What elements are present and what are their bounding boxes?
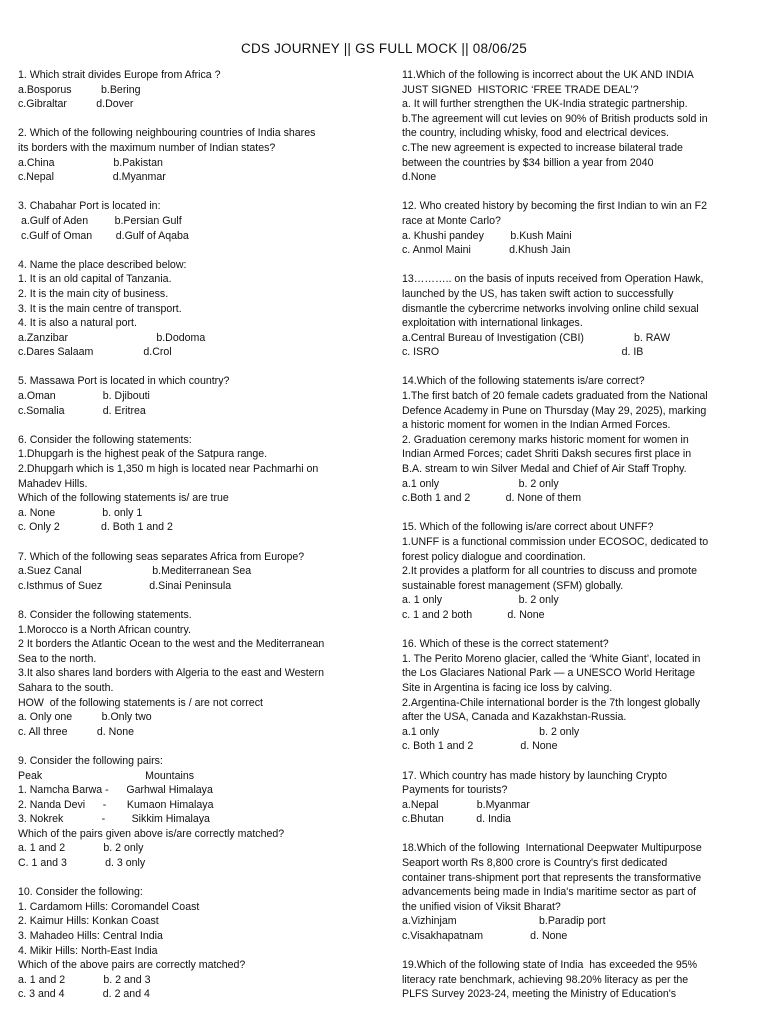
question-line: sustainable forest management (SFM) globally.: [402, 579, 624, 592]
question-line: 2. Kaimur Hills: Konkan Coast: [18, 915, 159, 928]
question-line: Defence Academy in Pune on Thursday (May 29, 2025), marking: [402, 404, 707, 417]
question-line: 3.It also shares land borders with Algeria to the east and Western: [18, 667, 325, 680]
question-line: Payments for tourists?: [402, 784, 508, 797]
question-line: 13……….. on the basis of inputs received from Operation Hawk,: [402, 273, 704, 286]
question-line: a. 1 and 2 b. 2 and 3: [18, 973, 151, 986]
question-line: Seaport worth Rs 8,800 crore is Country's first dedicated: [402, 857, 668, 870]
question-line: C. 1 and 3 d. 3 only: [18, 857, 146, 870]
question-line: 1. It is an old capital of Tanzania.: [18, 273, 172, 286]
question-11: [402, 68, 747, 185]
question-line: a.Vizhinjam b.Paradip port: [402, 915, 606, 928]
question-line: its borders with the maximum number of Indian states?: [18, 141, 276, 154]
question-line: b.The agreement will cut levies on 90% of British products sold in: [402, 112, 708, 125]
question-line: a.Bosporus b.Bering: [18, 83, 141, 96]
question-line: the Los Glaciares National Park — a UNESCO World Heritage: [402, 667, 696, 680]
question-line: forest policy dialogue and coordination.: [402, 550, 586, 563]
question-line: 4. It is also a natural port.: [18, 317, 137, 330]
question-line: 7. Which of the following seas separates Africa from Europe?: [18, 550, 305, 563]
question-line: Which of the above pairs are correctly matched?: [18, 959, 246, 972]
question-line: 1. Cardamom Hills: Coromandel Coast: [18, 900, 200, 913]
question-line: c.The new agreement is expected to increase bilateral trade: [402, 141, 683, 154]
question-line: a. 1 and 2 b. 2 only: [18, 842, 144, 855]
question-line: 3. Nokrek - Sikkim Himalaya: [18, 813, 210, 826]
question-line: 11.Which of the following is incorrect about the UK AND INDIA: [402, 69, 694, 81]
question-2: [18, 126, 370, 184]
question-line: Mahadev Hills.: [18, 477, 88, 490]
question-line: 17. Which country has made history by launching Crypto: [402, 769, 667, 782]
question-line: 1. Which strait divides Europe from Africa ?: [18, 69, 221, 81]
question-line: 12. Who created history by becoming the first Indian to win an F2: [402, 200, 708, 213]
question-6: [18, 433, 370, 535]
question-7: [18, 550, 370, 594]
question-line: a.1 only b. 2 only: [402, 477, 559, 490]
question-line: a.Central Bureau of Investigation (CBI) b. RAW: [402, 331, 671, 344]
question-line: a historic moment for women in the Indian Armed Forces.: [402, 419, 671, 432]
question-line: 4. Name the place described below:: [18, 258, 187, 271]
question-15: [402, 520, 747, 622]
question-19: [402, 958, 747, 1002]
question-line: 1. Namcha Barwa - Garhwal Himalaya: [18, 784, 213, 797]
question-line: Which of the following statements is/ are true: [18, 492, 229, 505]
question-line: race at Monte Carlo?: [402, 214, 501, 227]
question-line: c.Gibraltar d.Dover: [18, 98, 134, 111]
question-line: 18.Which of the following International Deepwater Multipurpose: [402, 842, 702, 855]
question-line: 2.Argentina-Chile international border is the 7th longest globally: [402, 696, 700, 709]
question-line: 2. Which of the following neighbouring countries of India shares: [18, 127, 316, 140]
right-column: [402, 68, 747, 1017]
question-line: Site in Argentina is facing ice loss by calving.: [402, 681, 613, 694]
question-line: c. Anmol Maini d.Khush Jain: [402, 244, 571, 257]
question-line: c.Gulf of Oman d.Gulf of Aqaba: [18, 229, 189, 242]
question-line: a.Nepal b.Myanmar: [402, 798, 530, 811]
question-line: c. Both 1 and 2 d. None: [402, 740, 558, 753]
left-column: [18, 68, 370, 1017]
question-line: 14.Which of the following statements is/are correct?: [402, 375, 645, 388]
question-line: 4. Mikir Hills: North-East India: [18, 944, 158, 957]
question-line: literacy rate benchmark, achieving 98.20% literacy as per the: [402, 973, 689, 986]
question-line: dismantle the cybercrime networks involving online child sexual: [402, 302, 699, 315]
question-line: c.Somalia d. Eritrea: [18, 404, 146, 417]
question-16: [402, 637, 747, 754]
question-3: [18, 199, 370, 243]
question-line: 1.Morocco is a North African country.: [18, 623, 191, 636]
question-line: 1. The Perito Moreno glacier, called the ‘White Giant’, located in: [402, 652, 701, 665]
question-line: launched by the US, has taken swift action to successfully: [402, 287, 674, 300]
question-line: container trans-shipment port that represents the transformative: [402, 871, 702, 884]
question-line: 8. Consider the following statements.: [18, 608, 192, 621]
question-line: JUST SIGNED HISTORIC ‘FREE TRADE DEAL’?: [402, 83, 639, 96]
question-line: a. Khushi pandey b.Kush Maini: [402, 229, 572, 242]
question-line: between the countries by $34 billion a year from 2040: [402, 156, 654, 169]
question-4: [18, 258, 370, 360]
question-line: a.Suez Canal b.Mediterranean Sea: [18, 565, 252, 578]
question-9: [18, 754, 370, 871]
question-line: 5. Massawa Port is located in which country?: [18, 375, 230, 388]
question-line: 15. Which of the following is/are correct about UNFF?: [402, 521, 654, 534]
question-line: 10. Consider the following:: [18, 886, 143, 899]
question-line: a. Only one b.Only two: [18, 711, 152, 724]
question-5: [18, 374, 370, 418]
question-line: 2 It borders the Atlantic Ocean to the west and the Mediterranean: [18, 638, 325, 651]
question-8: [18, 608, 370, 739]
question-line: c.Visakhapatnam d. None: [402, 930, 568, 943]
question-line: 2. Nanda Devi - Kumaon Himalaya: [18, 798, 214, 811]
question-line: a.Zanzibar b.Dodoma: [18, 331, 206, 344]
question-17: [402, 769, 747, 827]
question-line: the country, including whisky, food and electrical devices.: [402, 127, 669, 140]
question-line: the unified vision of Viksit Bharat?: [402, 900, 561, 913]
question-18: [402, 841, 747, 943]
question-line: 3. Mahadeo Hills: Central India: [18, 930, 163, 943]
question-line: c. Only 2 d. Both 1 and 2: [18, 521, 173, 534]
question-line: after the USA, Canada and Kazakhstan-Russia.: [402, 711, 627, 724]
question-line: a.1 only b. 2 only: [402, 725, 580, 738]
question-line: 2. Graduation ceremony marks historic moment for women in: [402, 433, 689, 446]
question-line: 3. Chabahar Port is located in:: [18, 200, 161, 213]
question-line: c.Isthmus of Suez d.Sinai Peninsula: [18, 579, 232, 592]
question-line: 19.Which of the following state of India has exceeded the 95%: [402, 959, 698, 972]
question-line: c. 1 and 2 both d. None: [402, 608, 545, 621]
question-12: [402, 199, 747, 257]
question-14: [402, 374, 747, 505]
question-line: a.China b.Pakistan: [18, 156, 163, 169]
question-line: c.Nepal d.Myanmar: [18, 171, 166, 184]
question-line: Sea to the north.: [18, 652, 97, 665]
question-line: 16. Which of these is the correct statement?: [402, 638, 609, 651]
question-line: advancements being made in India's maritime sector as part of: [402, 886, 697, 899]
question-line: 1.UNFF is a functional commission under ECOSOC, dedicated to: [402, 536, 709, 548]
question-line: 2.Dhupgarh which is 1,350 m high is located near Pachmarhi on: [18, 463, 319, 476]
question-line: HOW of the following statements is / are not correct: [18, 696, 263, 709]
question-1: [18, 68, 370, 112]
question-line: Indian Armed Forces; cadet Shriti Daksh secures first place in: [402, 448, 692, 461]
question-line: 2.It provides a platform for all countries to discuss and promote: [402, 565, 698, 578]
question-line: 3. It is the main centre of transport.: [18, 302, 182, 315]
question-line: 6. Consider the following statements:: [18, 433, 192, 446]
question-line: a. None b. only 1: [18, 506, 143, 519]
question-line: 1.Dhupgarh is the highest peak of the Satpura range.: [18, 448, 268, 461]
question-line: c.Bhutan d. India: [402, 813, 511, 826]
question-line: PLFS Survey 2023-24, meeting the Ministry of Education's: [402, 988, 677, 1001]
question-line: exploitation with international linkages.: [402, 317, 583, 330]
question-line: Sahara to the south.: [18, 681, 114, 694]
question-line: c. 3 and 4 d. 2 and 4: [18, 988, 150, 1001]
question-line: c. All three d. None: [18, 725, 134, 738]
question-line: Peak Mountains: [18, 769, 195, 782]
question-line: c.Dares Salaam d.Crol: [18, 346, 172, 359]
question-line: c.Both 1 and 2 d. None of them: [402, 492, 582, 505]
question-line: 9. Consider the following pairs:: [18, 754, 163, 767]
question-line: a. 1 only b. 2 only: [402, 594, 559, 607]
question-line: d.None: [402, 171, 437, 184]
question-line: 1.The first batch of 20 female cadets graduated from the National: [402, 390, 708, 403]
question-10: [18, 885, 370, 1002]
question-line: Which of the pairs given above is/are correctly matched?: [18, 827, 285, 840]
page-title: CDS JOURNEY || GS FULL MOCK || 08/06/25: [241, 41, 527, 56]
question-13: [402, 272, 747, 360]
question-line: a.Oman b. Djibouti: [18, 390, 150, 403]
question-line: 2. It is the main city of business.: [18, 287, 169, 300]
question-line: B.A. stream to win Silver Medal and Chief of Air Staff Trophy.: [402, 463, 687, 476]
question-line: c. ISRO d. IB: [402, 346, 644, 359]
question-line: a.Gulf of Aden b.Persian Gulf: [18, 214, 182, 227]
question-line: a. It will further strengthen the UK-India strategic partnership.: [402, 98, 688, 111]
